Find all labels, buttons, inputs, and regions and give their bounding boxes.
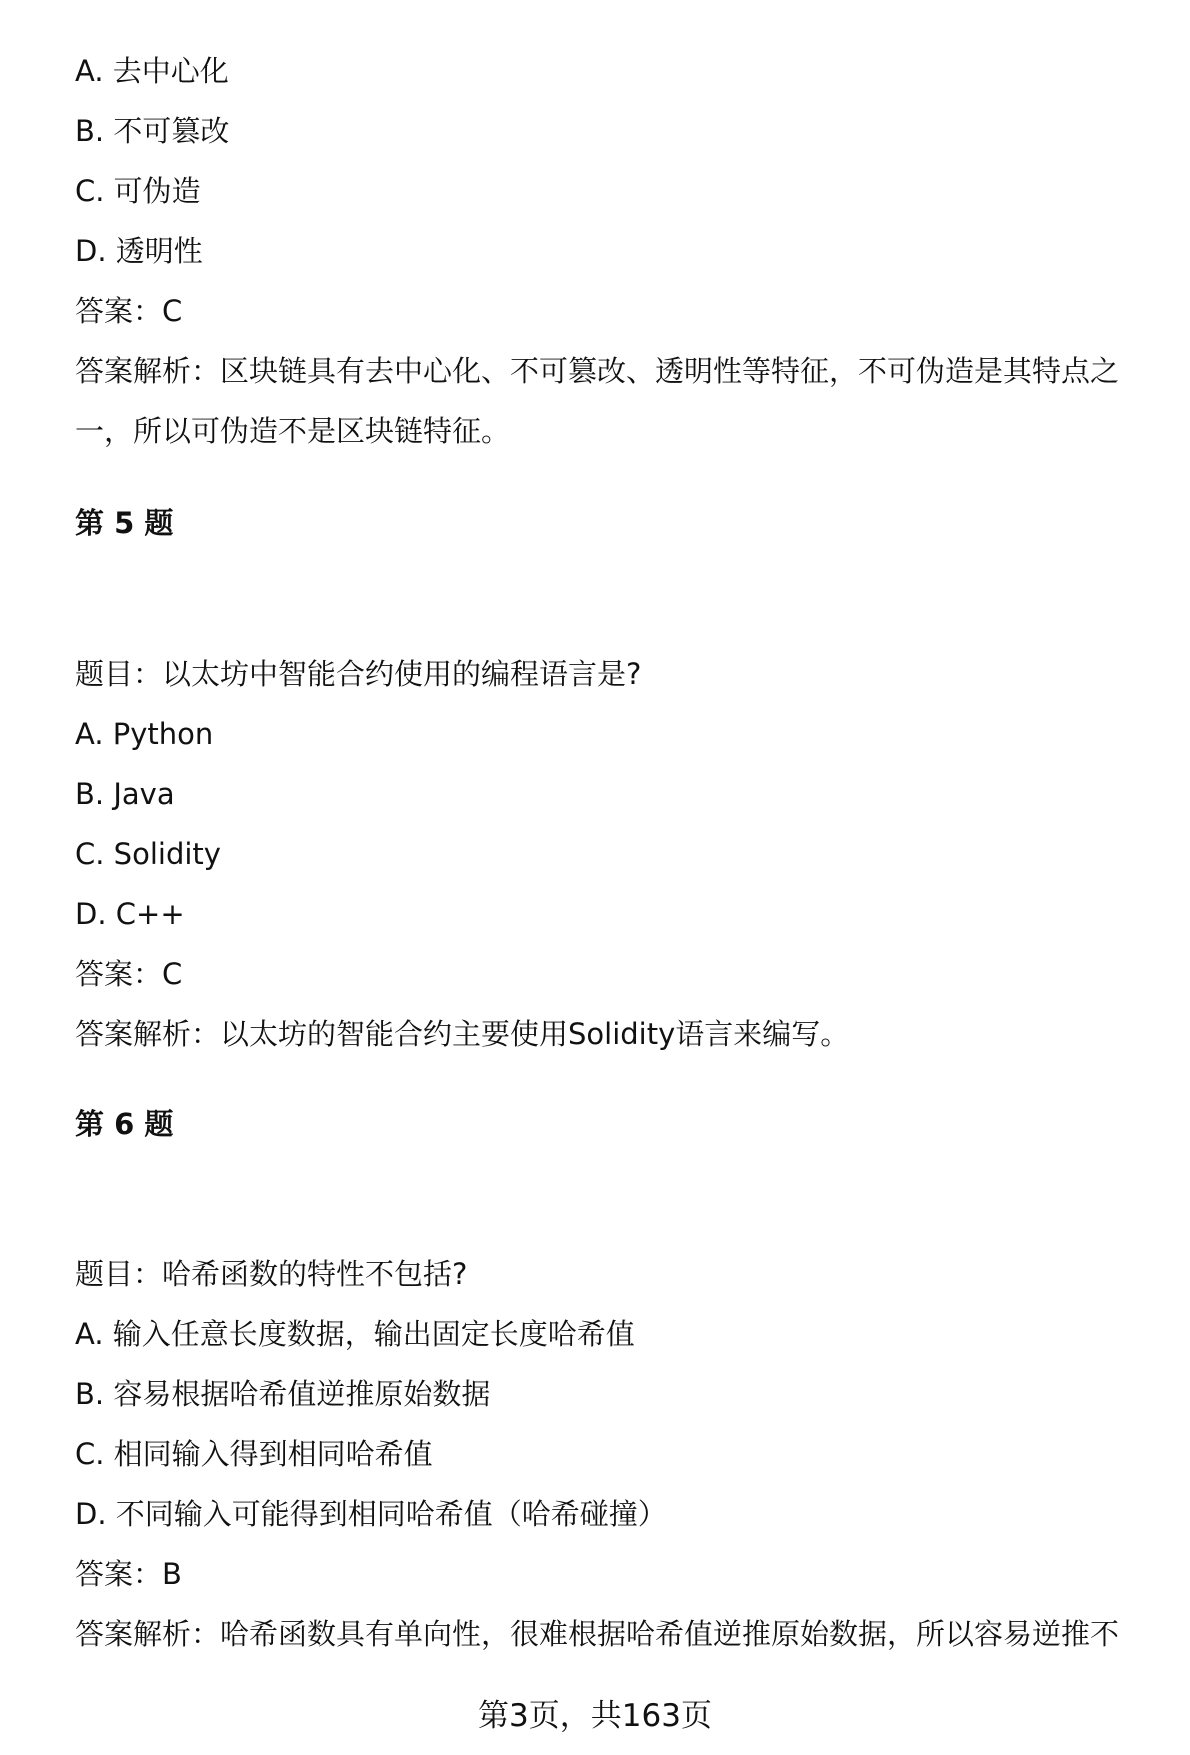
q6-option-a: A. 输入任意长度数据，输出固定长度哈希值 — [75, 1317, 635, 1351]
q4-answer: 答案：C — [75, 294, 183, 328]
q5-answer: 答案：C — [75, 957, 183, 991]
q5-option-b: B. Java — [75, 777, 175, 811]
q5-explanation: 答案解析：以太坊的智能合约主要使用Solidity语言来编写。 — [75, 1017, 850, 1051]
page-indicator: 第3页，共163页 — [478, 1698, 712, 1734]
q5-option-c: C. Solidity — [75, 837, 221, 871]
q4-explanation-line2: 一，所以可伪造不是区块链特征。 — [75, 414, 511, 448]
q4-option-a: A. 去中心化 — [75, 54, 229, 88]
q6-option-c: C. 相同输入得到相同哈希值 — [75, 1437, 433, 1471]
q5-question: 题目：以太坊中智能合约使用的编程语言是? — [75, 657, 642, 691]
q4-option-c: C. 可伪造 — [75, 174, 201, 208]
q6-answer: 答案：B — [75, 1557, 182, 1591]
q6-option-d: D. 不同输入可能得到相同哈希值（哈希碰撞） — [75, 1497, 667, 1531]
q5-heading: 第 5 题 — [75, 506, 174, 540]
q6-heading: 第 6 题 — [75, 1107, 174, 1141]
q4-explanation-line1: 答案解析：区块链具有去中心化、不可篡改、透明性等特征，不可伪造是其特点之 — [75, 354, 1120, 388]
q6-option-b: B. 容易根据哈希值逆推原始数据 — [75, 1377, 491, 1411]
q6-question: 题目：哈希函数的特性不包括? — [75, 1257, 468, 1291]
q4-option-b: B. 不可篡改 — [75, 114, 230, 148]
q4-option-d: D. 透明性 — [75, 234, 203, 268]
q5-option-a: A. Python — [75, 717, 214, 751]
q5-option-d: D. C++ — [75, 897, 185, 931]
q6-explanation-line1: 答案解析：哈希函数具有单向性，很难根据哈希值逆推原始数据，所以容易逆推不 — [75, 1617, 1120, 1651]
